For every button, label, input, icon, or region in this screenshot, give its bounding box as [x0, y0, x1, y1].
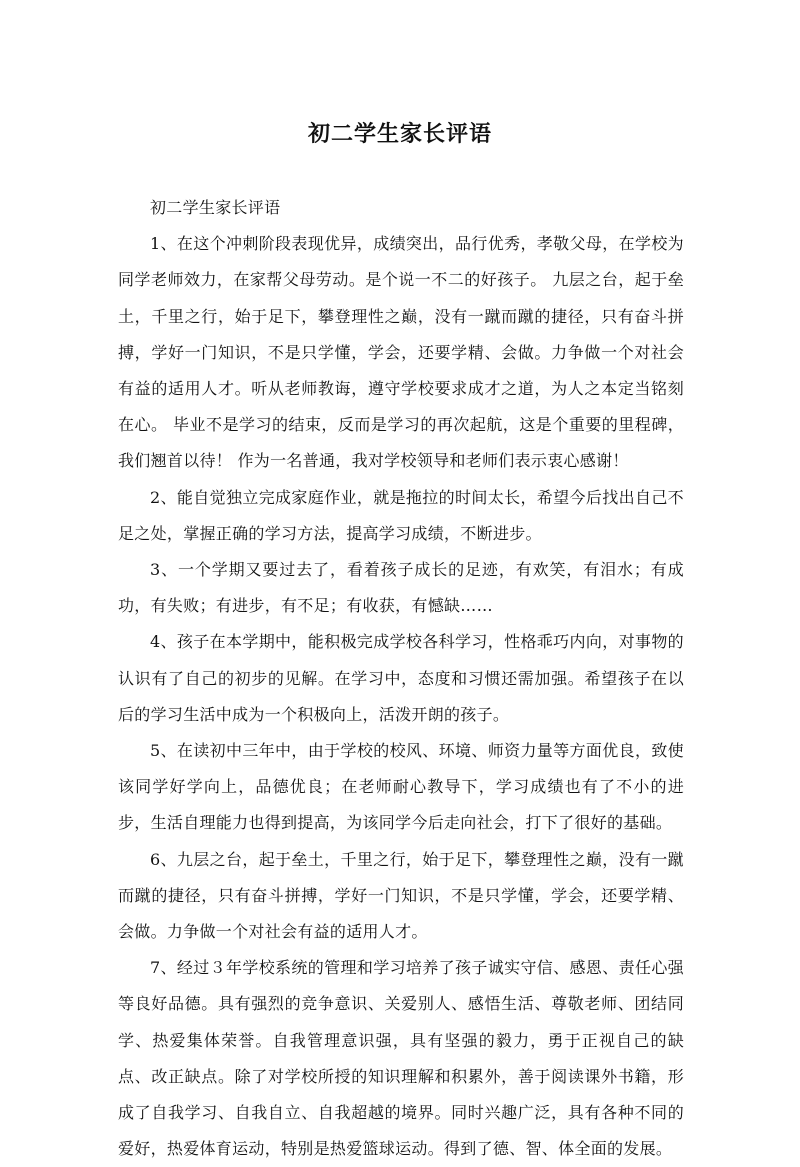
- body-paragraph-heading: 初二学生家长评语: [150, 198, 281, 217]
- body-paragraph-4: 4、孩子在本学期中，能积极完成学校各科学习，性格乖巧内向，对事物的认识有了自己的初步的见解。在学习中，态度和习惯还需加强。希望孩子在以后的学习生活中成为一个积极向上，活泼开朗的孩子。: [118, 632, 684, 724]
- body-paragraph-1: 1、在这个冲刺阶段表现优异，成绩突出，品行优秀，孝敬父母，在学校为同学老师效力，在家帮父母劳动。是个说一不二的好孩子。 九层之台，起于垒土，千里之行，始于足下，攀登理性之巅，没有一蹴而蹴的捷径，只有奋斗拼搏，学好一门知识，不是只学懂，学会，还要学精、会做。力争做一个对社会有益的适用人才。听从老师教诲，遵守学校要求成才之道，为人之本定当铭刻在心。 毕业不是学习的结束，反而是学习的再次起航，这是个重要的里程碑，我们翘首以待！ 作为一名普通，我对学校领导和老师们表示衷心感谢！: [118, 234, 684, 471]
- body-paragraph-6: 6、九层之台，起于垒土，千里之行，始于足下，攀登理性之巅，没有一蹴而蹴的捷径，只有奋斗拼搏，学好一门知识，不是只学懂，学会，还要学精、会做。力争做一个对社会有益的适用人才。: [118, 849, 684, 942]
- body-paragraph-5: 5、在读初中三年中，由于学校的校风、环境、师资力量等方面优良，致使该同学好学向上，品德优良；在老师耐心教导下，学习成绩也有了不小的进步，生活自理能力也得到提高，为该同学今后走向社会，打下了很好的基础。: [118, 741, 684, 833]
- document-title: 初二学生家长评语: [307, 122, 492, 147]
- body-paragraph-3: 3、一个学期又要过去了，看着孩子成长的足迹，有欢笑，有泪水；有成功，有失败；有进步，有不足；有收获，有憾缺……: [118, 560, 684, 616]
- document-body: [118, 190, 684, 1167]
- body-paragraph-7: 7、经过３年学校系统的管理和学习培养了孩子诚实守信、感恩、责任心强等良好品德。具有强烈的竞争意识、关爱别人、感悟生活、尊敬老师、团结同学、热爱集体荣誉。自我管理意识强，具有坚强的毅力，勇于正视自己的缺点、改正缺点。除了对学校所授的知识理解和积累外，善于阅读课外书籍，形成了自我学习、自我自立、自我超越的境界。同时兴趣广泛，具有各种不同的爱好，热爱体育运动，特别是热爱篮球运动。得到了德、智、体全面的发展。: [118, 958, 684, 1159]
- body-paragraph-2: 2、能自觉独立完成家庭作业，就是拖拉的时间太长，希望今后找出自己不足之处，掌握正确的学习方法，提高学习成绩，不断进步。: [118, 487, 684, 543]
